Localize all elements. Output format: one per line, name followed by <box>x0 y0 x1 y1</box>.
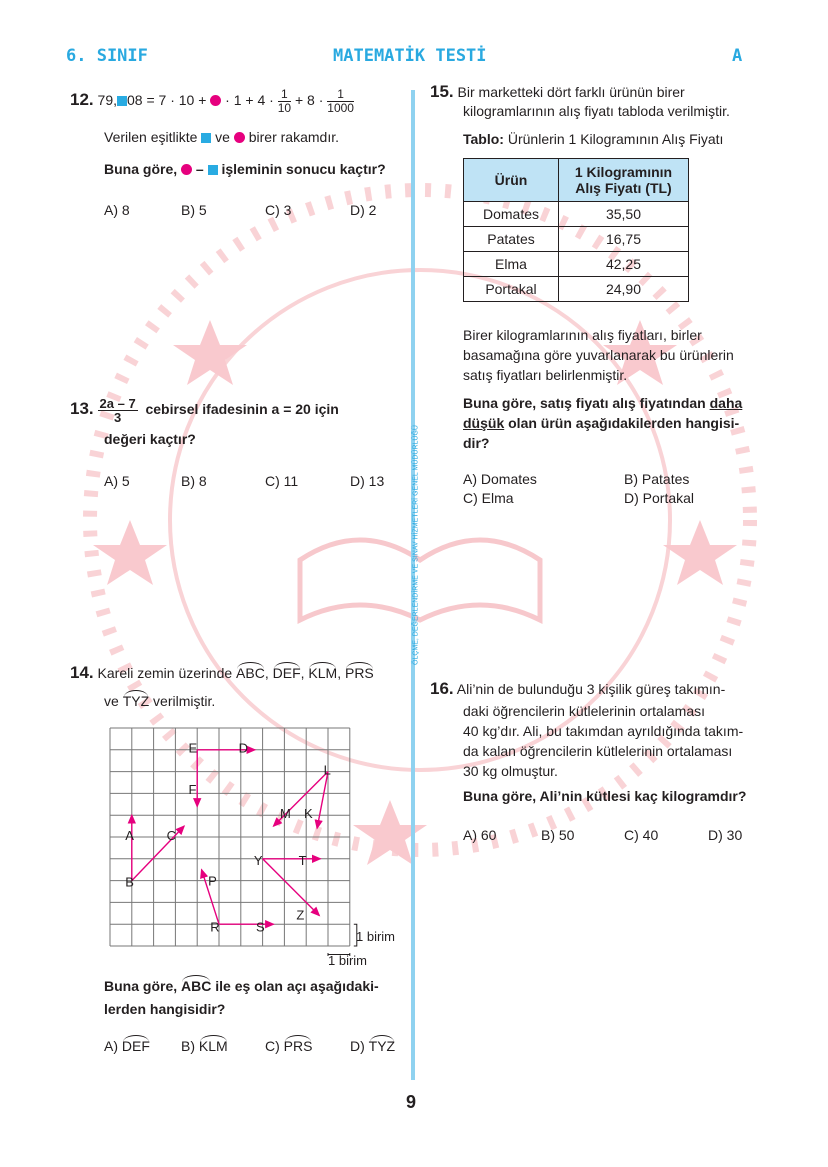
q16-option-a[interactable]: A) 60 <box>463 827 497 843</box>
equation-part: · 1 + 4 · <box>221 92 278 109</box>
question-15: 15. Bir marketteki dört farklı ürünün birer <box>430 82 685 101</box>
point-label-L: L <box>323 762 331 778</box>
unit-label-vertical: 1 birim <box>356 929 396 944</box>
page-number: 9 <box>406 1092 417 1112</box>
q14-text: ve TYZ verilmiştir. <box>104 693 216 709</box>
q14-option-d[interactable]: D) TYZ <box>350 1038 396 1054</box>
point-label-B: B <box>125 874 134 890</box>
q12-statement: Verilen eşitlikte ve birer rakamdır. <box>104 129 339 145</box>
question-13: 13. $\frac{2a - 7}{3}$ cebirsel ifadesinin a = 20 için <box>70 396 339 425</box>
q15-option-a[interactable]: A) Domates <box>463 471 537 487</box>
point-label-Z: Z <box>296 907 305 923</box>
q16-text: daki öğrencilerin kütlelerinin ortalaması 40 kg’dır. Ali, bu takımdan ayrıldığında takım- da kalan öğrencilerin kütlelerinin ortalaması 30 kg olmuştur. <box>463 703 744 779</box>
fraction: $\frac{1}{1000}$ <box>327 87 354 115</box>
q15-option-c[interactable]: C) Elma <box>463 490 514 506</box>
table-row: Patates 16,75 <box>464 227 689 252</box>
test-title: MATEMATİK TESTİ <box>333 46 487 66</box>
point-label-A: A <box>125 827 134 843</box>
q14-option-a[interactable]: A) DEF <box>104 1038 150 1054</box>
q14-question-cont: lerden hangisidir? <box>104 1001 226 1017</box>
table-row: Portakal 24,90 <box>464 277 689 302</box>
point-label-S: S <box>256 919 265 935</box>
equation-part: 08 = 7 · 10 + <box>127 92 211 109</box>
point-label-M: M <box>280 806 291 822</box>
q12-question: Buna göre, – işleminin sonucu kaçtır? <box>104 161 386 177</box>
booklet-letter: A <box>732 46 743 66</box>
q13-option-c[interactable]: C) 11 <box>265 473 299 489</box>
table-caption: Tablo: Ürünlerin 1 Kilogramının Alış Fiyatı <box>463 131 724 147</box>
price-table <box>463 158 689 302</box>
grid-figure <box>100 720 400 970</box>
question-14: 14. Kareli zemin üzerinde ABC, DEF, KLM, PRS <box>70 663 374 682</box>
q16-option-c[interactable]: C) 40 <box>624 827 659 843</box>
angle-ray <box>263 859 320 916</box>
q15-option-b[interactable]: B) Patates <box>624 471 690 487</box>
q15-question: Buna göre, satış fiyatı alış fiyatından daha düşük olan ürün aşağıdakilerden hangisi- dir? <box>463 395 743 451</box>
equation-part: + 8 · <box>291 92 328 109</box>
point-label-K: K <box>304 806 313 822</box>
q14-question: Buna göre, ABC ile eş olan açı aşağıdaki- <box>104 978 379 994</box>
table-header: 1 Kilogramının Alış Fiyatı (TL) <box>559 159 689 202</box>
circle-symbol <box>210 95 221 106</box>
q13-text: değeri kaçtır? <box>104 431 196 447</box>
point-label-Y: Y <box>253 852 263 868</box>
q14-option-b[interactable]: B) KLM <box>181 1038 228 1054</box>
q12-option-d[interactable]: D) 2 <box>350 202 377 218</box>
square-symbol <box>117 96 127 106</box>
point-label-F: F <box>188 782 197 798</box>
q15-paragraph: Birer kilogramlarının alış fiyatları, birler basamağına göre yuvarlanarak bu ürünlerin satış fiyatları belirlenmiştir. <box>463 327 734 383</box>
fraction: $\frac{1}{10}$ <box>277 87 292 115</box>
table-row: Elma 42,25 <box>464 252 689 277</box>
q12-option-a[interactable]: A) 8 <box>104 202 130 218</box>
question-number: 12. <box>70 90 94 110</box>
table-header: Ürün <box>464 159 559 202</box>
q12-option-b[interactable]: B) 5 <box>181 202 207 218</box>
point-label-P: P <box>208 873 217 889</box>
angle-ray <box>132 826 184 881</box>
q13-option-b[interactable]: B) 8 <box>181 473 207 489</box>
point-label-T: T <box>298 852 307 868</box>
point-label-E: E <box>188 740 198 756</box>
grade-label: 6. SINIF <box>66 46 148 66</box>
point-label-D: D <box>238 740 249 756</box>
q14-option-c[interactable]: C) PRS <box>265 1038 313 1054</box>
q12-option-c[interactable]: C) 3 <box>265 202 292 218</box>
q16-question: Buna göre, Ali’nin kütlesi kaç kilogramdır? <box>463 788 747 804</box>
point-label-C: C <box>166 827 177 843</box>
q15-option-d[interactable]: D) Portakal <box>624 490 695 506</box>
q13-option-d[interactable]: D) 13 <box>350 473 385 489</box>
side-text: ÖLÇME, DEĞERLENDİRME VE SINAV HİZMETLERİ GENEL MÜDÜRLÜĞÜ <box>412 425 420 665</box>
q16-option-b[interactable]: B) 50 <box>541 827 575 843</box>
point-label-R: R <box>210 919 220 935</box>
q15-intro: kilogramlarının alış fiyatı tabloda verilmiştir. <box>463 103 730 119</box>
q16-option-d[interactable]: D) 30 <box>708 827 743 843</box>
equation-part: 79, <box>97 92 117 109</box>
question-16: 16. Ali’nin de bulunduğu 3 kişilik güreş takımın- <box>430 679 726 698</box>
table-row: Domates 35,50 <box>464 202 689 227</box>
q13-option-a[interactable]: A) 5 <box>104 473 130 489</box>
question-12 <box>70 88 354 115</box>
unit-label-horizontal: 1 birim <box>328 953 368 968</box>
